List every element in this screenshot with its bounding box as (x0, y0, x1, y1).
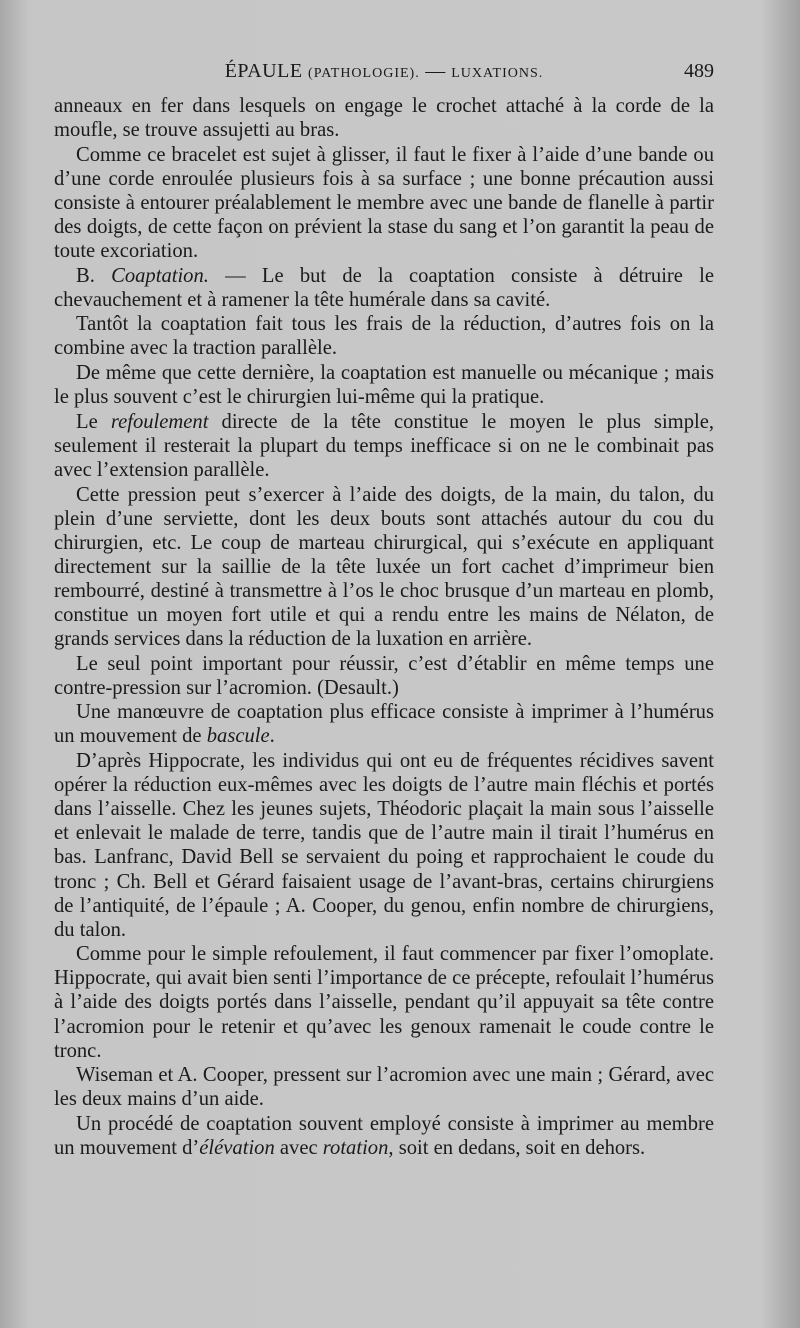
paragraph: Le refoulement directe de la tête constitue le moyen le plus simple, seulement il resterait la plupart du temps inefficace si on ne le combinait pas avec l’extension parallèle. (54, 410, 714, 481)
paragraph: Le seul point important pour réussir, c’est d’établir en même temps une contre-pression sur l’acromion. (Desault.) (54, 652, 714, 699)
title-separator: — (425, 60, 446, 82)
running-header (54, 60, 714, 88)
title-sub: LUXATIONS. (451, 66, 544, 81)
paragraph: Wiseman et A. Cooper, pressent sur l’acromion avec une main ; Gérard, avec les deux mains d’un aide. (54, 1064, 714, 1111)
body-text (54, 94, 714, 1160)
paragraph: Tantôt la coaptation fait tous les frais de la réduction, d’autres fois on la combine avec la traction parallèle. (54, 313, 714, 360)
running-title (54, 60, 714, 83)
paragraph: D’après Hippocrate, les individus qui ont eu de fréquentes récidives savent opérer la réduction eux-mêmes avec les doigts de l’autre main fléchis et portés dans l’aisselle. Chez les jeunes sujets, Théodoric plaçait la main sous l’aisselle et enlevait le malade de terre, tandis que de l’autre main il tirait l’humérus en bas. Lanfranc, David Bell se servaient du poing et rapprochaient le coude du tronc ; Ch. Bell et Gérard faisaient usage de l’avant-bras, certains chirurgiens de l’antiquité, de l’épaule ; A. Cooper, du genou, enfin nombre de chirurgiens, du talon. (54, 750, 714, 941)
paragraph: anneaux en fer dans lesquels on engage le crochet attaché à la corde de la moufle, se trouve assujetti au bras. (54, 95, 714, 142)
paragraph: B. Coaptation. — Le but de la coaptation consiste à détruire le chevauchement et à ramener la tête humérale dans sa cavité. (54, 264, 714, 311)
title-paren: (PATHOLOGIE). (308, 66, 420, 81)
paragraph: Comme pour le simple refoulement, il faut commencer par fixer l’omoplate. Hippocrate, qui avait bien senti l’importance de ce précepte, refoulait l’humérus à l’aide des doigts portés dans l’aisselle, pendant qu’il appuyait sa tête contre l’acromion pour le retenir et qu’avec les genoux ramenait le coude contre le tronc. (54, 943, 714, 1062)
paragraph: Comme ce bracelet est sujet à glisser, il faut le fixer à l’aide d’une bande ou d’une corde enroulée plusieurs fois à sa surface ; une bonne précaution aussi consiste à entourer préalablement le membre avec une bande de flanelle à partir des doigts, de cette façon on prévient la stase du sang et l’on garantit la peau de toute excoriation. (54, 143, 714, 263)
paragraph: Un procédé de coaptation souvent employé consiste à imprimer au membre un mouvement d’élévation avec rotation, soit en dedans, soit en dehors. (54, 1112, 714, 1160)
paragraph: Une manœuvre de coaptation plus efficace consiste à imprimer à l’humérus un mouvement de bascule. (54, 701, 714, 748)
paragraph: Cette pression peut s’exercer à l’aide des doigts, de la main, du talon, du plein d’une serviette, dont les deux bouts sont attachés autour du cou du chirurgien, etc. Le coup de marteau chirurgical, qui s’exécute en appliquant directement sur la saillie de la tête luxée un fort cachet d’imprimeur bien rembourré, destiné à transmettre à l’os le choc brusque d’un marteau en plomb, constitue un moyen fort utile et qui a rendu entre les mains de Nélaton, de grands services dans la réduction de la luxation en arrière. (54, 483, 714, 651)
title-main: ÉPAULE (224, 60, 303, 82)
paragraph: De même que cette dernière, la coaptation est manuelle ou mécanique ; mais le plus souvent c’est le chirurgien lui-même qui la pratique. (54, 362, 714, 409)
page-number: 489 (684, 60, 714, 82)
